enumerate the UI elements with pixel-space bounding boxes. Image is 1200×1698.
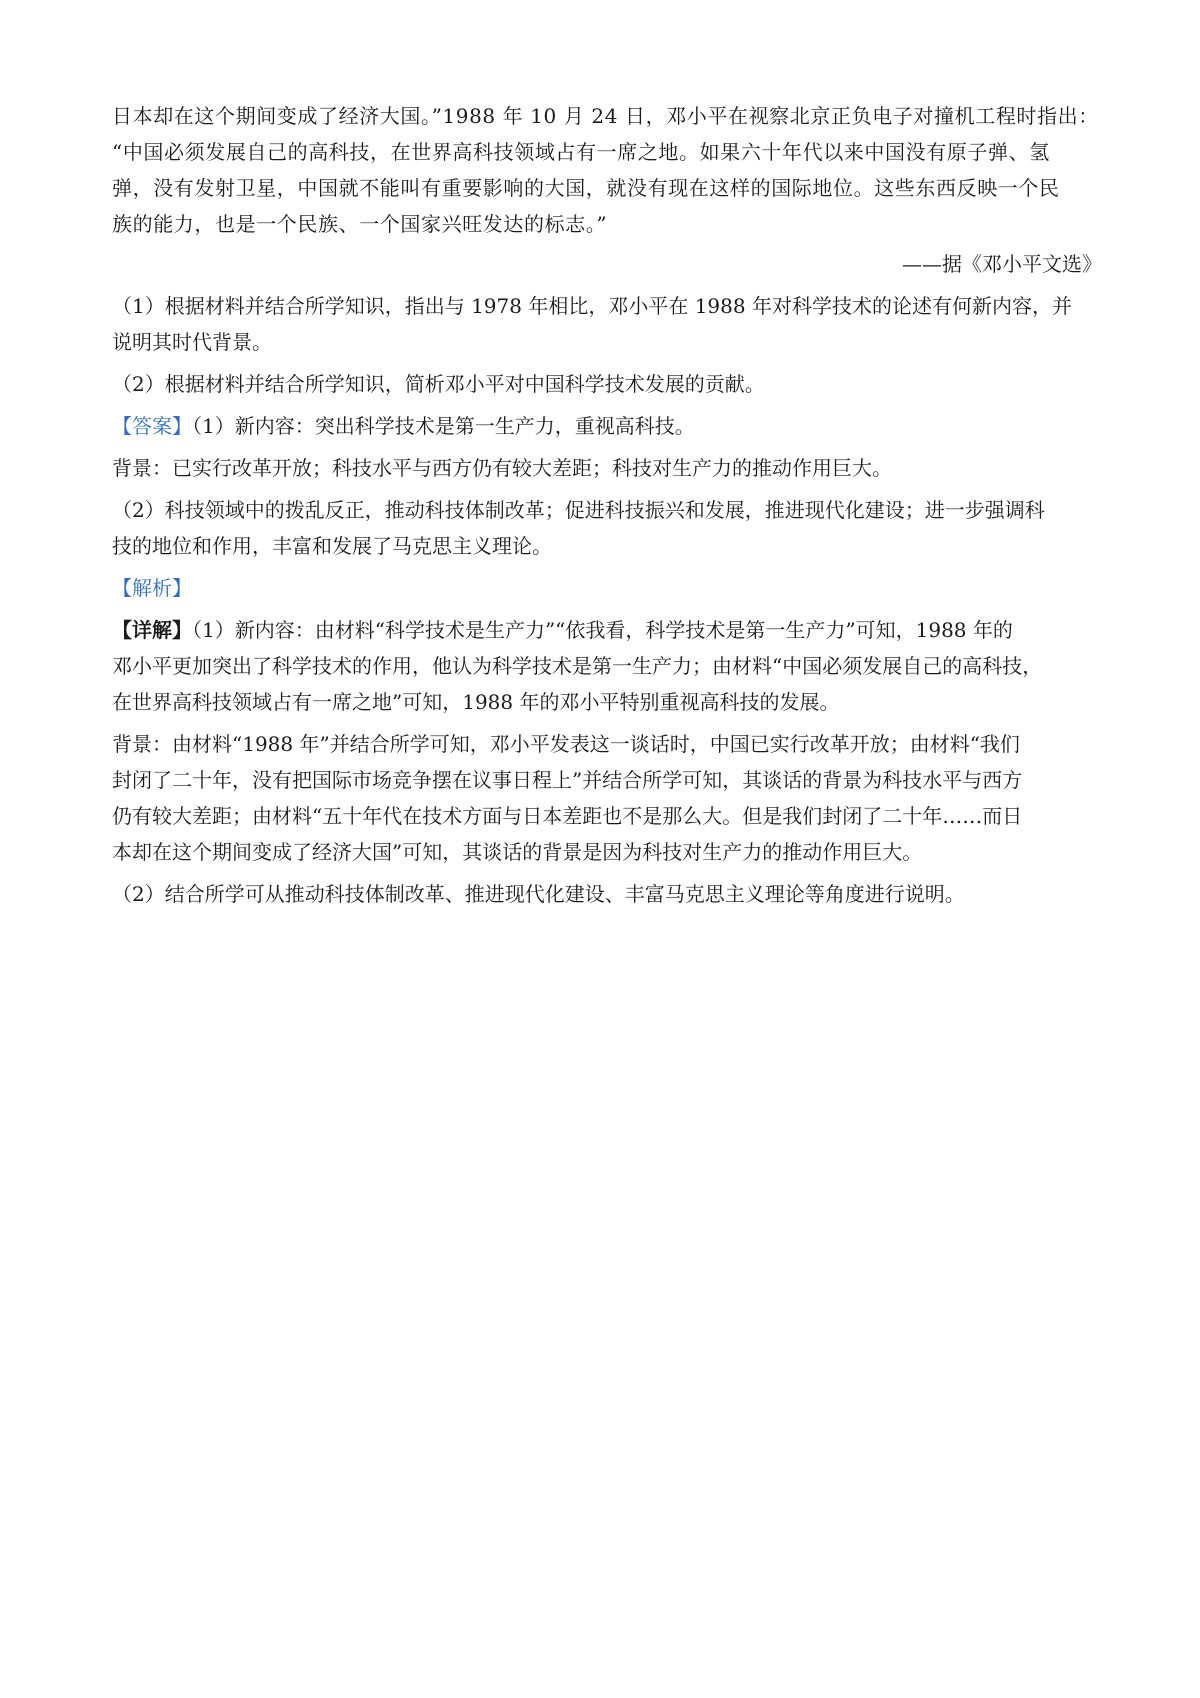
detail-tag: 【详解】 — [112, 618, 192, 642]
quote-line: “中国必须发展自己的高科技，在世界高科技领域占有一席之地。如果六十年代以来中国没有原子弹、氢 — [112, 140, 1050, 164]
question-2 — [112, 366, 1102, 402]
analysis-tag: 【解析】 — [112, 576, 192, 600]
background-line: 封闭了二十年，没有把国际市场竞争摆在议事日程上”并结合所学可知，其谈话的背景为科技水平与西方 — [112, 768, 1023, 792]
answer-background: 背景：已实行改革开放；科技水平与西方仍有较大差距；科技对生产力的推动作用巨大。 — [112, 456, 892, 480]
quote-line: 日本却在这个期间变成了经济大国。”1988 年 10 月 24 日，邓小平在视察北京正负电子对撞机工程时指出： — [112, 104, 1099, 128]
quote-line: 弹，没有发射卫星，中国就不能叫有重要影响的大国，就没有现在这样的国际地位。这些东西反映一个民 — [112, 176, 1060, 200]
document-page — [112, 98, 1102, 912]
answer-block — [112, 408, 1102, 564]
question-1 — [112, 288, 1102, 360]
background-line: 背景：由材料“1988 年”并结合所学可知，邓小平发表这一谈话时，中国已实行改革开放；由材料“我们 — [112, 732, 1020, 756]
background-line: 仍有较大差距；由材料“五十年代在技术方面与日本差距也不是那么大。但是我们封闭了二十年……而日 — [112, 804, 1023, 828]
background-line: 本却在这个期间变成了经济大国”可知，其谈话的背景是因为科技对生产力的推动作用巨大。 — [112, 840, 923, 864]
quote-source: ——据《邓小平文选》 — [902, 252, 1102, 276]
answer-2-line: （2）科技领域中的拨乱反正，推动科技体制改革；促进科技振兴和发展，推进现代化建设；进一步强调科 — [112, 498, 1045, 522]
answer-1-text: （1）新内容：突出科学技术是第一生产力，重视高科技。 — [192, 414, 695, 438]
detail-first-text: （1）新内容：由材料“科学技术是生产力”“依我看，科学技术是第一生产力”可知，1988 年的 — [192, 618, 1013, 642]
question-1-line: （1）根据材料并结合所学知识，指出与 1978 年相比，邓小平在 1988 年对科学技术的论述有何新内容，并 — [112, 294, 1072, 318]
detail-line-1 — [112, 612, 1102, 648]
answer-2-line: 技的地位和作用，丰富和发展了马克思主义理论。 — [112, 534, 552, 558]
quote-line: 族的能力，也是一个民族、一个国家兴旺发达的标志。” — [112, 212, 608, 236]
analysis-part-2: （2）结合所学可从推动科技体制改革、推进现代化建设、丰富马克思主义理论等角度进行说明。 — [112, 882, 965, 906]
question-2-line: （2）根据材料并结合所学知识，简析邓小平对中国科学技术发展的贡献。 — [112, 372, 765, 396]
answer-line-1 — [112, 408, 1102, 444]
detail-line: 在世界高科技领域占有一席之地”可知，1988 年的邓小平特别重视高科技的发展。 — [112, 690, 840, 714]
answer-tag: 【答案】 — [112, 414, 192, 438]
detail-line: 邓小平更加突出了科学技术的作用，他认为科学技术是第一生产力；由材料“中国必须发展自己的高科技， — [112, 654, 1043, 678]
quote-block — [112, 98, 1102, 282]
analysis-block — [112, 570, 1102, 912]
question-1-line: 说明其时代背景。 — [112, 330, 272, 354]
